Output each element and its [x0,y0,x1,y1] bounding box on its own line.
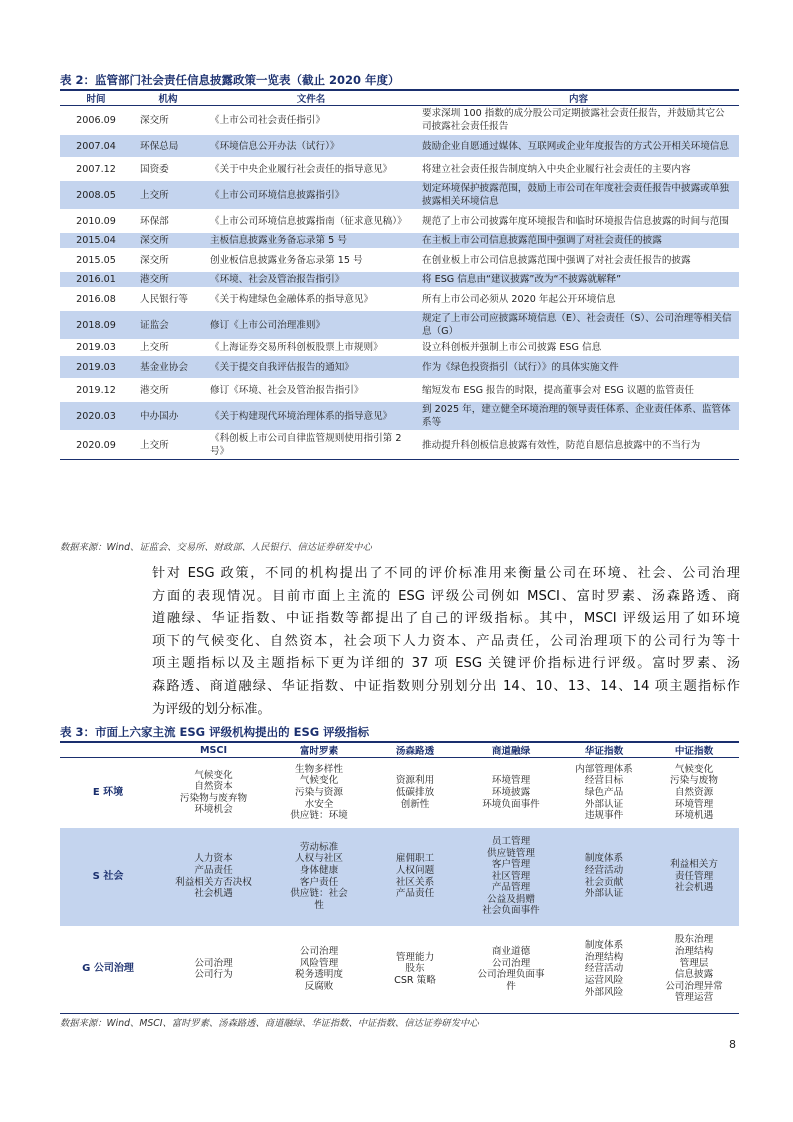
cell-org: 上交所 [132,431,204,460]
table3-title: 表 3：市面上六家主流 ESG 评级机构提出的 ESG 评级指标 [60,725,370,739]
cell-date: 2006.09 [60,106,132,135]
esg-indicator: 管理能力 [395,951,435,963]
table-row [60,135,739,158]
esg-indicator: 客户管理 [491,859,531,871]
cell-date: 2008.05 [60,181,132,210]
esg-indicator: 反腐败 [304,980,334,992]
cell-content: 将 ESG 信息由“建议披露”改为“不披露就解释” [418,272,739,288]
esg-indicator: 外部风险 [584,986,624,998]
esg-row [60,926,739,1014]
esg-indicator: 经营活动 [584,963,624,975]
esg-indicator: 气候变化 [194,769,233,781]
cell-content: 所有上市公司必须从 2020 年起公开环境信息 [418,288,739,311]
cell-doc: 修订《环境、社会及管治报告指引》 [204,379,418,402]
paragraph-line: 方面的表现情况。目前市面上主流的 ESG 评级公司例如 MSCI、富时罗素、汤森路透、商 [152,588,740,604]
esg-cell [156,828,271,926]
cell-content: 将建立社会责任报告制度纳入中央企业履行社会责任的主要内容 [418,158,739,181]
esg-cell [649,758,739,828]
cell-doc: 《上市公司社会责任指引》 [204,106,418,135]
cell-content: 在创业板上市公司信息披露范围中强调了对社会责任报告的披露 [418,249,739,272]
esg-indicator: 创新性 [400,798,430,810]
table-row [60,233,739,249]
cell-content: 规范了上市公司披露年度环境报告和临时环境报告信息披露的时间与范围 [418,210,739,233]
esg-indicator: 产品责任 [395,888,435,900]
esg-indicator: 社区管理 [491,870,531,882]
cell-date: 2007.12 [60,158,132,181]
header-doc: 文件名 [204,90,418,106]
cell-content: 在主板上市公司信息披露范围中强调了对社会责任的披露 [418,233,739,249]
cell-org: 港交所 [132,272,204,288]
header-ftse-russell: 富时罗素 [271,742,367,758]
esg-indicator: 资源利用 [395,775,435,787]
esg-cell [559,828,649,926]
cell-org: 基金业协会 [132,356,204,379]
header-org: 机构 [132,90,204,106]
cell-date: 2015.05 [60,249,132,272]
header-syntao-green: 商道融绿 [463,742,559,758]
esg-indicator: 公司治理异常 [665,980,723,992]
header-msci: MSCI [156,742,271,758]
esg-indicator: 社会机遇 [194,888,233,900]
cell-org: 港交所 [132,379,204,402]
table-row [60,106,739,135]
table3-source: 数据来源：Wind、MSCI、富时罗素、汤森路透、商道融绿、华证指数、中证指数、信达证券研发中心 [60,1018,479,1029]
paragraph-line: 项主题指标以及主题指标下更为详细的 37 项 ESG 关键评价指标进行评级。富时罗素、汤 [152,656,740,672]
cell-org: 证监会 [132,311,204,340]
esg-indicator: 环境机遇 [674,810,714,822]
cell-date: 2019.12 [60,379,132,402]
esg-indicator: 环境披露 [491,786,531,798]
esg-indicator: 人权与社区 [295,853,343,865]
table-row [60,311,739,340]
table-row [60,158,739,181]
esg-indicator: 供应链：环境 [290,810,348,822]
esg-indicator: 风险管理 [299,957,339,969]
body-paragraph [152,563,740,721]
esg-indicator: 经营目标 [584,775,624,787]
table2-source: 数据来源：Wind、证监会、交易所、财政部、人民银行、信达证券研发中心 [60,542,372,553]
cell-content: 作为《绿色投资指引（试行）》的具体实施文件 [418,356,739,379]
cell-date: 2020.09 [60,431,132,460]
cell-date: 2018.09 [60,311,132,340]
paragraph-line: 道融绿、华证指数、中证指数等都提出了自己的评级指标。其中，MSCI 评级运用了如环境 [152,611,740,627]
esg-cell [463,828,559,926]
esg-indicator: 公司治理 [194,957,233,969]
esg-indicator: 外部认证 [584,888,624,900]
esg-cell [271,926,367,1014]
cell-doc: 《关于构建绿色金融体系的指导意见》 [204,288,418,311]
esg-indicator: 信息披露 [674,969,714,981]
esg-indicator: 经营活动 [584,864,624,876]
esg-indicator: 自然资源 [674,786,714,798]
table-row [60,249,739,272]
table-row [60,272,739,288]
cell-org: 中办国办 [132,402,204,431]
esg-indicator: CSR 策略 [394,975,436,987]
cell-content: 划定环境保护披露范围，鼓励上市公司在年度社会责任报告中披露或单独披露相关环境信息 [418,181,739,210]
esg-indicator: 产品管理 [491,882,531,894]
esg-rating-table [60,741,739,1014]
paragraph-line: 针对 ESG 政策，不同的机构提出了不同的评价标准用来衡量公司在环境、社会、公司治理 [152,566,740,581]
cell-date: 2007.04 [60,135,132,158]
esg-indicator: 违规事件 [584,810,624,822]
paragraph-line: 为评级的划分标准。 [152,701,271,717]
esg-indicator: 低碳排放 [395,786,435,798]
esg-indicator: 环境负面事件 [482,798,540,810]
esg-indicator: 制度体系 [584,940,624,952]
header-blank [60,742,156,758]
esg-indicator: 责任管理 [674,870,714,882]
cell-doc: 《上海证券交易所科创板股票上市规则》 [204,340,418,356]
cell-content: 规定了上市公司应披露环境信息（E）、社会责任（S）、公司治理等相关信息（G） [418,311,739,340]
esg-cell [271,828,367,926]
esg-cell [649,828,739,926]
esg-table-header [60,742,739,758]
esg-indicator: 生物多样性 [295,763,343,775]
esg-indicator: 身体健康 [299,864,339,876]
cell-org: 深交所 [132,233,204,249]
esg-indicator: 社会贡献 [584,876,624,888]
esg-indicator: 雇佣职工 [395,853,435,865]
cell-content: 设立科创板并强制上市公司披露 ESG 信息 [418,340,739,356]
esg-indicator: 自然资本 [194,781,233,793]
esg-indicator: 产品责任 [194,864,233,876]
table-row [60,402,739,431]
header-date: 时间 [60,90,132,106]
esg-row [60,758,739,828]
esg-indicator: 治理结构 [674,946,714,958]
esg-indicator: 员工管理 [491,835,531,847]
cell-date: 2016.08 [60,288,132,311]
esg-row [60,828,739,926]
esg-indicator: 件 [506,980,516,992]
cell-org: 上交所 [132,340,204,356]
esg-indicator: 商业道德 [491,946,531,958]
cell-doc: 《上市公司环境信息披露指南（征求意见稿）》 [204,210,418,233]
paragraph-line: 项下的气候变化、自然资本，社会项下人力资本、产品责任，公司治理项下的公司行为等十 [152,633,740,649]
cell-org: 环保部 [132,210,204,233]
esg-indicator: 绿色产品 [584,786,624,798]
header-content: 内容 [418,90,739,106]
esg-indicator: 人权问题 [395,864,435,876]
cell-org: 深交所 [132,249,204,272]
esg-indicator: 外部认证 [584,798,624,810]
esg-cell [156,758,271,828]
esg-cell [463,758,559,828]
esg-indicator: 气候变化 [674,763,714,775]
cell-doc: 《关于提交自我评估报告的通知》 [204,356,418,379]
esg-indicator: 内部管理体系 [575,763,633,775]
esg-row-label: E 环境 [60,758,156,828]
cell-doc: 《上市公司环境信息披露指引》 [204,181,418,210]
esg-indicator: 环境机会 [194,804,233,816]
esg-indicator: 税务透明度 [295,969,343,981]
paragraph-line: 森路透、商道融绿、华证指数、中证指数则分别划分出 14、10、13、14、14 项主题指标作 [152,678,740,694]
cell-doc: 主板信息披露业务备忘录第 5 号 [204,233,418,249]
esg-indicator: 社会机遇 [674,882,714,894]
policy-table-header [60,90,739,106]
esg-cell [367,828,463,926]
esg-indicator: 人力资本 [194,853,233,865]
cell-content: 缩短发布 ESG 报告的时限，提高董事会对 ESG 议题的监管责任 [418,379,739,402]
cell-date: 2019.03 [60,340,132,356]
esg-indicator: 公司行为 [194,969,233,981]
esg-indicator: 运营风险 [584,975,624,987]
cell-org: 深交所 [132,106,204,135]
cell-doc: 《科创板上市公司自律监管规则使用指引第 2 号》 [204,431,418,460]
cell-doc: 《关于构建现代环境治理体系的指导意见》 [204,402,418,431]
esg-indicator: 公司治理 [491,957,531,969]
table-row [60,379,739,402]
table-row [60,288,739,311]
esg-indicator: 利益相关方否决权 [175,876,252,888]
esg-cell [649,926,739,1014]
esg-cell [463,926,559,1014]
cell-org: 环保总局 [132,135,204,158]
cell-content: 要求深圳 100 指数的成分股公司定期披露社会责任报告，并鼓励其它公司披露社会责任报告 [418,106,739,135]
page-number: 8 [729,1038,736,1051]
esg-indicator: 环境管理 [674,798,714,810]
table2-title: 表 2：监管部门社会责任信息披露政策一览表（截止 2020 年度） [60,73,400,87]
cell-org: 上交所 [132,181,204,210]
esg-indicator: 管理运营 [674,992,714,1004]
header-csi-index: 中证指数 [649,742,739,758]
esg-cell [559,758,649,828]
esg-row-label: G 公司治理 [60,926,156,1014]
esg-indicator: 公司治理 [299,946,339,958]
cell-org: 国资委 [132,158,204,181]
cell-content: 推动提升科创板信息披露有效性，防范自愿信息披露中的不当行为 [418,431,739,460]
table-row [60,210,739,233]
table-row [60,181,739,210]
esg-indicator: 气候变化 [299,775,339,787]
esg-cell [271,758,367,828]
cell-org: 人民银行等 [132,288,204,311]
esg-row-label: S 社会 [60,828,156,926]
cell-doc: 创业板信息披露业务备忘录第 15 号 [204,249,418,272]
esg-indicator: 制度体系 [584,853,624,865]
esg-indicator: 客户责任 [299,876,339,888]
esg-cell [559,926,649,1014]
esg-indicator: 供应链：社会 [290,888,348,900]
esg-indicator: 管理层 [679,957,709,969]
table-row [60,431,739,460]
esg-indicator: 劳动标准 [299,841,339,853]
esg-indicator: 社区关系 [395,876,435,888]
esg-cell [367,926,463,1014]
esg-indicator: 治理结构 [584,951,624,963]
header-thomson-reuters: 汤森路透 [367,742,463,758]
esg-indicator: 利益相关方 [670,859,718,871]
esg-indicator: 社会负面事件 [482,905,540,917]
esg-indicator: 供应链管理 [487,847,535,859]
cell-doc: 《环境、社会及管治报告指引》 [204,272,418,288]
esg-indicator: 股东治理 [674,934,714,946]
esg-indicator: 性 [314,899,324,911]
cell-date: 2016.01 [60,272,132,288]
table-row [60,356,739,379]
esg-indicator: 污染物与废弃物 [179,792,248,804]
cell-doc: 《关于中央企业履行社会责任的指导意见》 [204,158,418,181]
cell-doc: 《环境信息公开办法（试行）》 [204,135,418,158]
esg-indicator: 污染与废物 [670,775,718,787]
esg-indicator: 公益及捐赠 [487,893,535,905]
esg-indicator: 股东 [405,963,425,975]
cell-date: 2015.04 [60,233,132,249]
cell-content: 鼓励企业自愿通过媒体、互联网或企业年度报告的方式公开相关环境信息 [418,135,739,158]
cell-date: 2010.09 [60,210,132,233]
cell-date: 2019.03 [60,356,132,379]
esg-cell [367,758,463,828]
cell-date: 2020.03 [60,402,132,431]
esg-indicator: 污染与资源 [295,786,343,798]
table-row [60,340,739,356]
policy-table [60,89,739,460]
esg-indicator: 公司治理负面事 [477,969,545,981]
esg-indicator: 环境管理 [491,775,531,787]
header-huazheng-index: 华证指数 [559,742,649,758]
esg-indicator: 水安全 [304,798,334,810]
cell-content: 到 2025 年，建立健全环境治理的领导责任体系、企业责任体系、监管体系等 [418,402,739,431]
cell-doc: 修订《上市公司治理准则》 [204,311,418,340]
esg-cell [156,926,271,1014]
